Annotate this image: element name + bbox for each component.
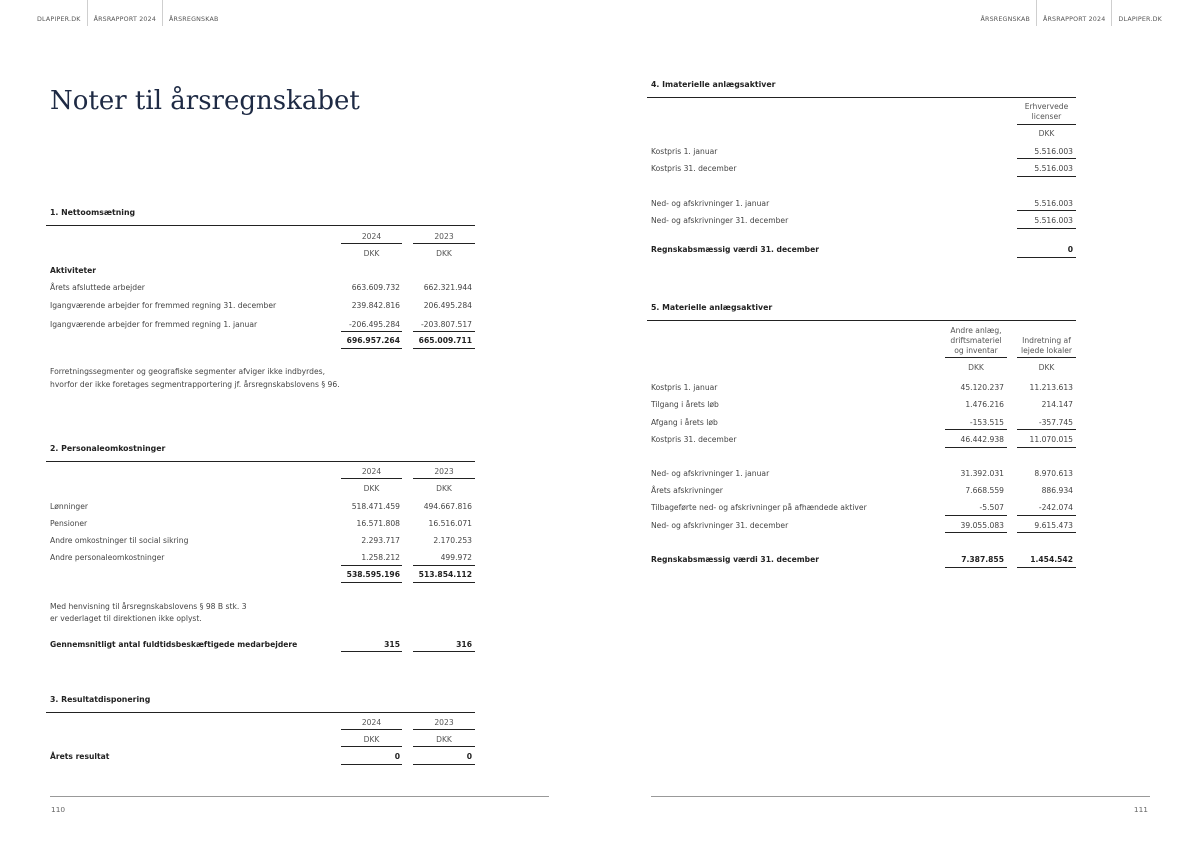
unit-label: DKK [363, 249, 380, 258]
column-header-line: driftsmateriel [950, 336, 1002, 345]
column-rule [413, 729, 475, 730]
subtotal-rule [945, 429, 1007, 430]
header-left [31, 0, 225, 26]
row-label: Afgang i årets løb [651, 418, 718, 427]
total-rule [413, 764, 475, 765]
row-value-col2: 11.213.613 [1029, 383, 1073, 392]
note-text-line: Forretningssegmenter og geografiske segmenter afviger ikke indbyrdes, [50, 367, 326, 376]
section-rule [647, 320, 1076, 321]
subtotal-rule [1017, 532, 1076, 533]
row-label: Kostpris 31. december [651, 435, 737, 444]
subtotal-rule [945, 532, 1007, 533]
unit-label: DKK [1038, 363, 1055, 372]
column-rule [341, 478, 402, 479]
total-rule [341, 651, 402, 652]
subtotal-rule [341, 565, 402, 566]
column-rule [413, 243, 475, 244]
page-title: Noter til årsregnskabet [50, 86, 360, 116]
unit-label: DKK [968, 363, 984, 372]
column-rule [413, 746, 475, 747]
column-rule [413, 478, 475, 479]
section-rule [647, 97, 1076, 98]
column-header-line: lejede lokaler [1020, 346, 1073, 355]
subtotal-rule [945, 447, 1007, 448]
header-link-site-right[interactable]: DLAPIPER.DK [1111, 0, 1168, 26]
row-value-2023: 494.667.816 [423, 502, 472, 511]
employees-label: Gennemsnitligt antal fuldtidsbeskæftigede medarbejdere [50, 640, 298, 649]
subtotal-rule [413, 565, 475, 566]
book-value-label: Regnskabsmæssig værdi 31. december [651, 245, 819, 254]
page-number-right: 111 [1133, 805, 1148, 814]
column-rule [945, 357, 1007, 358]
row-value-2024: -206.495.284 [348, 320, 400, 329]
note-text-line: Med henvisning til årsregnskabslovens § 98 B stk. 3 [50, 602, 247, 611]
column-header-2023: 2023 [434, 232, 454, 241]
book-value-label: Regnskabsmæssig værdi 31. december [651, 555, 819, 564]
subtotal-rule [1017, 429, 1076, 430]
row-value: 5.516.003 [1034, 199, 1073, 208]
note-text-line: er vederlaget til direktionen ikke oplyst. [50, 614, 202, 623]
row-value-col2: 8.970.613 [1034, 469, 1073, 478]
subtotal-rule [1017, 158, 1076, 159]
row-value-col1: 7.668.559 [965, 486, 1004, 495]
row-value-col1: 1.476.216 [965, 400, 1004, 409]
unit-label: DKK [436, 735, 452, 744]
row-value-2023: 16.516.071 [428, 519, 472, 528]
row-label: Igangværende arbejder for fremmed regning 1. januar [50, 320, 258, 329]
header-section-right: ÅRSREGNSKAB [980, 16, 1030, 23]
unit-label: DKK [363, 735, 380, 744]
subtotal-rule [945, 515, 1007, 516]
row-label: Ned- og afskrivninger 1. januar [651, 469, 770, 478]
row-value-2024: 16.571.808 [356, 519, 400, 528]
total-rule [413, 651, 475, 652]
row-label: Andre personaleomkostninger [50, 553, 165, 562]
row-value-col2: 9.615.473 [1034, 521, 1073, 530]
header-link-site[interactable]: DLAPIPER.DK [31, 0, 88, 26]
row-label: Ned- og afskrivninger 1. januar [651, 199, 770, 208]
row-value-col1: 45.120.237 [960, 383, 1004, 392]
row-value-col1: 39.055.083 [960, 521, 1004, 530]
unit-label: DKK [436, 484, 452, 493]
row-label: Kostpris 1. januar [651, 147, 718, 156]
header-right [975, 0, 1169, 26]
total-rule [341, 348, 402, 349]
column-header-2024: 2024 [361, 467, 382, 476]
row-value-2024: 1.258.212 [361, 553, 400, 562]
row-value-col2: -357.745 [1038, 418, 1073, 427]
total-rule [341, 582, 402, 583]
row-label: Ned- og afskrivninger 31. december [651, 216, 789, 225]
row-value-2024: 239.842.816 [351, 301, 400, 310]
book-value-col1: 7.387.855 [961, 555, 1004, 564]
row-label: Kostpris 1. januar [651, 383, 718, 392]
unit-label: DKK [436, 249, 452, 258]
row-value-2024: 0 [394, 752, 400, 761]
column-rule [341, 746, 402, 747]
unit-label: DKK [1038, 129, 1055, 138]
section-rule [46, 225, 475, 226]
column-rule [1017, 357, 1076, 358]
header-section: ÅRSREGNSKAB [169, 16, 219, 23]
row-label: Tilbageførte ned- og afskrivninger på afhændede aktiver [651, 503, 867, 512]
column-rule [1017, 124, 1076, 125]
total-2023: 513.854.112 [418, 570, 472, 579]
subtotal-rule [1017, 447, 1076, 448]
row-value: 5.516.003 [1034, 216, 1073, 225]
total-rule [341, 764, 402, 765]
section-rule [46, 712, 475, 713]
column-header-line: Andre anlæg, [950, 326, 1002, 335]
row-value-2024: 2.293.717 [361, 536, 400, 545]
total-2024: 538.595.196 [346, 570, 400, 579]
row-value-2023: 499.972 [440, 553, 472, 562]
section-title: 5. Materielle anlægsaktiver [651, 303, 773, 312]
column-header-2024: 2024 [361, 232, 382, 241]
subtotal-rule [1017, 176, 1076, 177]
subtotal-rule [341, 331, 402, 332]
section-title: 3. Resultatdisponering [50, 695, 151, 704]
section-rule [46, 461, 475, 462]
footer-rule-right [651, 796, 1150, 797]
subtotal-rule [1017, 515, 1076, 516]
column-header-line: Indretning af [1022, 336, 1071, 345]
subtotal-rule [1017, 228, 1076, 229]
column-rule [341, 243, 402, 244]
total-rule [413, 582, 475, 583]
subtotal-rule [413, 331, 475, 332]
row-value-col2: -242.074 [1038, 503, 1073, 512]
row-value-2023: 206.495.284 [423, 301, 472, 310]
total-rule [413, 348, 475, 349]
header-report: ÅRSRAPPORT 2024 [88, 0, 163, 26]
row-label: Lønninger [50, 502, 89, 511]
section-title: 1. Nettoomsætning [50, 208, 136, 217]
column-header-2023: 2023 [434, 467, 454, 476]
note-text-line: hvorfor der ikke foretages segmentrapportering jf. årsregnskabslovens § 96. [50, 380, 340, 389]
row-value-2023: 662.321.944 [423, 283, 472, 292]
column-header-2024: 2024 [361, 718, 382, 727]
row-value-2024: 663.609.732 [351, 283, 400, 292]
row-label: Årets afsluttede arbejder [50, 283, 145, 292]
column-rule [341, 729, 402, 730]
row-label: Tilgang i årets løb [651, 400, 719, 409]
employees-2023: 316 [456, 640, 472, 649]
row-label: Igangværende arbejder for fremmed regning 31. december [50, 301, 277, 310]
row-label: Pensioner [50, 519, 88, 528]
employees-2024: 315 [384, 640, 400, 649]
section-title: 2. Personaleomkostninger [50, 444, 166, 453]
row-value-col1: -153.515 [969, 418, 1004, 427]
subtotal-rule [1017, 210, 1076, 211]
total-rule [1017, 257, 1076, 258]
row-value: 5.516.003 [1034, 147, 1073, 156]
footer-rule-left [50, 796, 549, 797]
row-value: 5.516.003 [1034, 164, 1073, 173]
row-label: Ned- og afskrivninger 31. december [651, 521, 789, 530]
section-title: 4. Imaterielle anlægsaktiver [651, 80, 776, 89]
column-header-line: og inventar [954, 346, 998, 355]
row-value-2023: 0 [466, 752, 472, 761]
row-value-col1: -5.507 [979, 503, 1004, 512]
row-value-col2: 11.070.015 [1029, 435, 1073, 444]
total-2024: 696.957.264 [346, 336, 400, 345]
row-label: Årets resultat [50, 752, 110, 761]
book-value-col2: 1.454.542 [1030, 555, 1073, 564]
total-rule [1017, 567, 1076, 568]
row-value-col1: 46.442.938 [960, 435, 1004, 444]
column-header-line: licenser [1031, 112, 1062, 121]
row-label: Kostpris 31. december [651, 164, 737, 173]
book-value: 0 [1067, 245, 1073, 254]
row-value-col1: 31.392.031 [960, 469, 1004, 478]
row-value-col2: 886.934 [1041, 486, 1073, 495]
row-value-2024: 518.471.459 [351, 502, 400, 511]
row-label: Andre omkostninger til social sikring [50, 536, 189, 545]
unit-label: DKK [363, 484, 380, 493]
row-value-2023: -203.807.517 [420, 320, 472, 329]
column-header-line: Erhvervede [1024, 102, 1069, 111]
row-value-2023: 2.170.253 [433, 536, 472, 545]
header-report-right: ÅRSRAPPORT 2024 [1036, 0, 1111, 26]
page-number-left: 110 [51, 805, 66, 814]
total-2023: 665.009.711 [418, 336, 472, 345]
column-header-2023: 2023 [434, 718, 454, 727]
total-rule [945, 567, 1007, 568]
row-value-col2: 214.147 [1041, 400, 1073, 409]
row-label: Årets afskrivninger [651, 486, 723, 495]
group-label: Aktiviteter [50, 266, 97, 275]
